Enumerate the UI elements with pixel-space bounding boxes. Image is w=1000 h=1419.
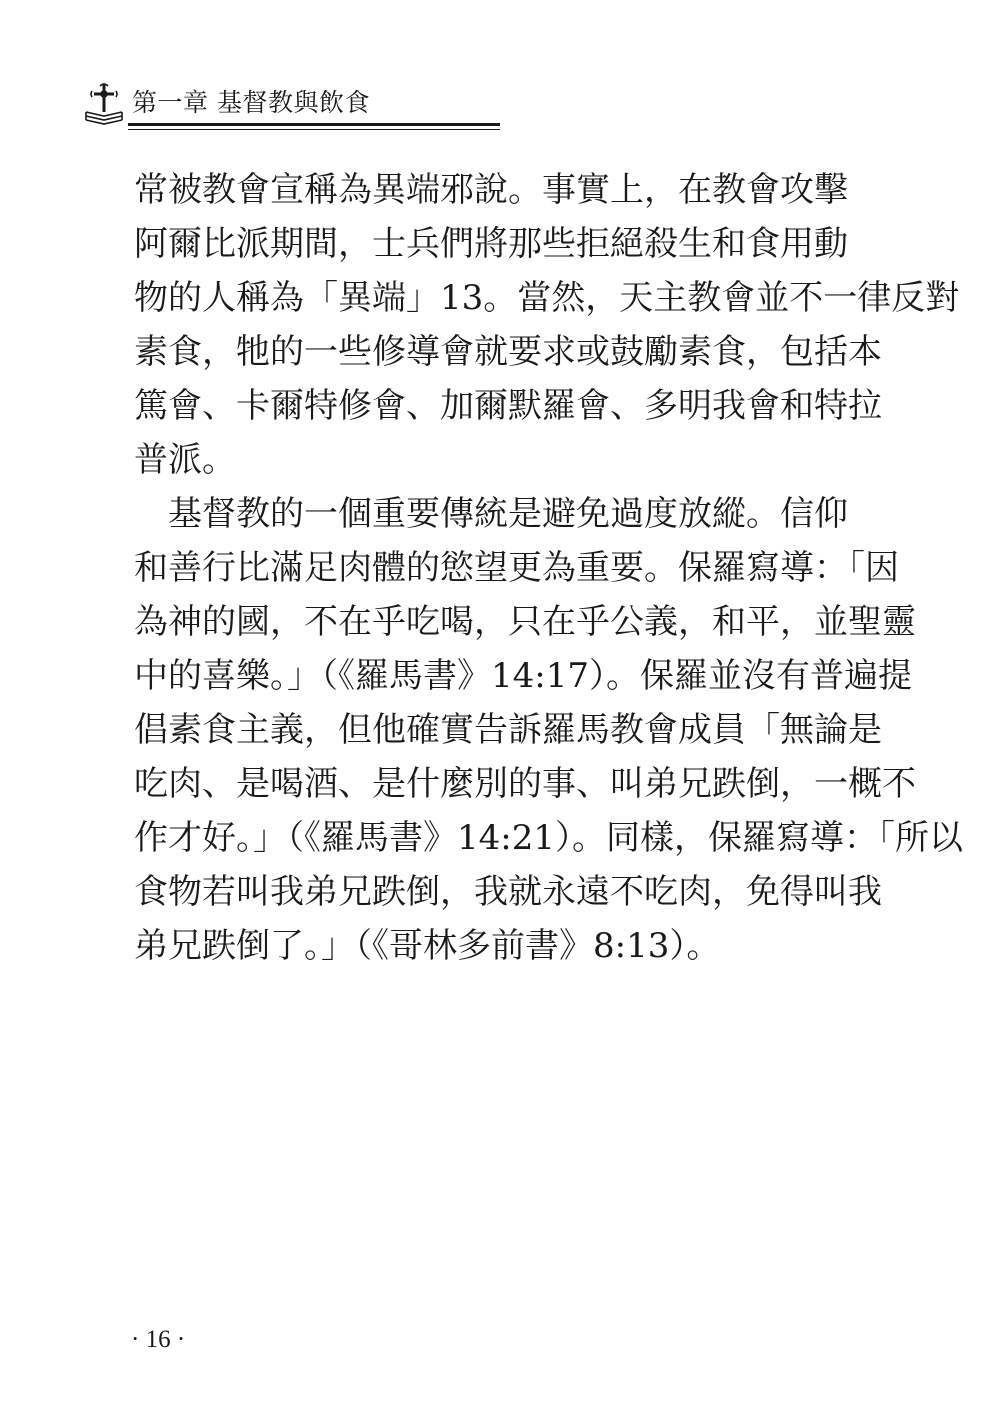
- text-line: 素食，牠的一些修導會就要求或鼓勵素食，包括本: [134, 332, 882, 372]
- text-line: 作才好。」（《羅馬書》14:21）。同樣，保羅寫導：「所以: [134, 818, 963, 858]
- text-line: 常被教會宣稱為異端邪說。事實上，在教會攻擊: [134, 170, 848, 210]
- text-line: 和善行比滿足肉體的慾望更為重要。保羅寫導：「因: [134, 548, 899, 588]
- header-rule: [128, 123, 500, 126]
- text-line: 基督教的一個重要傳統是避免過度放縱。信仰: [134, 494, 848, 534]
- running-header: [72, 78, 502, 134]
- text-line: 物的人稱為「異端」13。當然，天主教會並不一律反對: [134, 278, 960, 318]
- text-line: 倡素食主義，但他確實告訴羅馬教會成員「無論是: [134, 710, 882, 750]
- page-number: · 16 ·: [131, 1326, 186, 1353]
- text-line: 篤會、卡爾特修會、加爾默羅會、多明我會和特拉: [134, 386, 882, 426]
- text-line: 食物若叫我弟兄跌倒，我就永遠不吃肉，免得叫我: [134, 872, 882, 912]
- text-line: 為神的國，不在乎吃喝，只在乎公義，和平，並聖靈: [134, 602, 916, 642]
- chapter-title: 第一章 基督教與飲食: [132, 88, 370, 117]
- body-text: [134, 163, 963, 973]
- text-line: 吃肉、是喝酒、是什麼別的事、叫弟兄跌倒，一概不: [134, 764, 916, 804]
- cross-book-icon: [78, 82, 130, 126]
- header-rule-thin: [128, 129, 500, 130]
- text-line: 中的喜樂。」（《羅馬書》14:17）。保羅並沒有普遍提: [134, 656, 912, 696]
- text-line: 弟兄跌倒了。」（《哥林多前書》8:13）。: [134, 926, 721, 966]
- text-line: 普派。: [134, 440, 236, 480]
- text-line: 阿爾比派期間，士兵們將那些拒絕殺生和食用動: [134, 224, 848, 264]
